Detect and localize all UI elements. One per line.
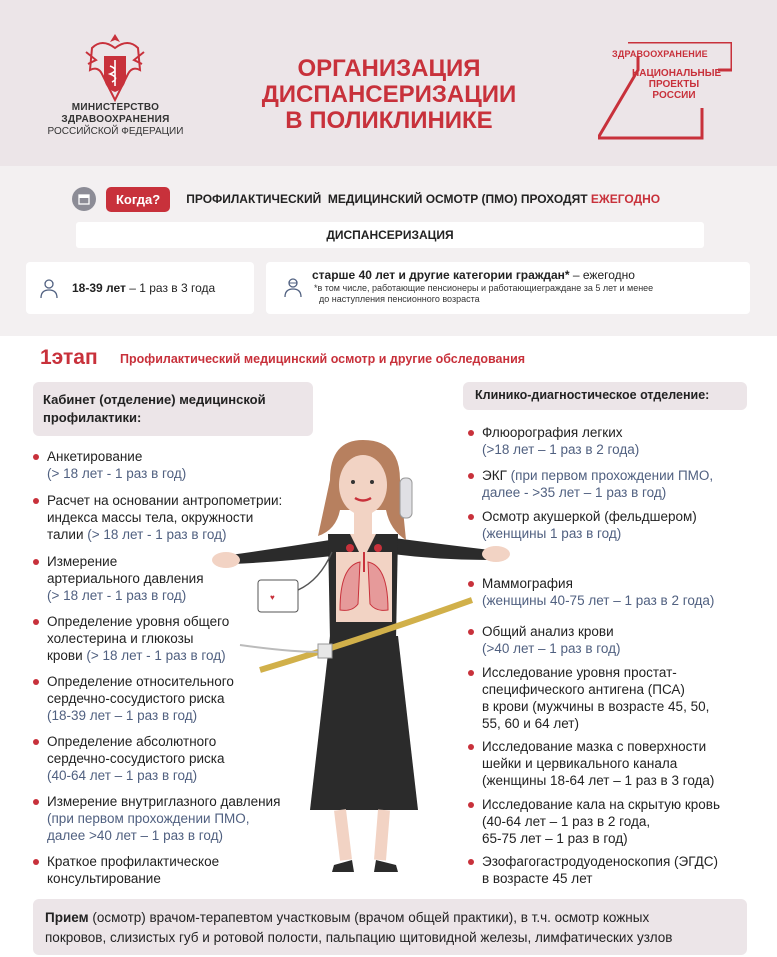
ministry-line-2: ЗДРАВООХРАНЕНИЯ [61, 114, 170, 125]
when-row [72, 186, 660, 212]
item-text: Исследование мазка с поверхности [482, 739, 707, 754]
left-item-8 [33, 853, 219, 887]
left-item-1 [33, 448, 186, 482]
item-text: Исследование кала на скрытую кровь [482, 797, 720, 812]
stage-label: 1этап [40, 346, 98, 369]
right-item-1 [468, 424, 639, 458]
dispensary-heading: ДИСПАНСЕРИЗАЦИЯ [76, 222, 704, 248]
left-item-5 [33, 673, 234, 724]
right-section-title: Клинико-диагностическое отделение: [463, 382, 747, 410]
item-text: Измерение [47, 554, 118, 569]
left-item-2 [33, 492, 282, 543]
right-item-3 [468, 508, 697, 542]
np-name [632, 68, 722, 101]
item-text: в крови (мужчины в возрасте 45, 50, [482, 699, 710, 714]
when-highlight: ЕЖЕГОДНО [590, 192, 661, 206]
older-person-icon [282, 276, 304, 298]
item-text: в возрасте 45 лет [482, 871, 593, 886]
left-title-line-1: Кабинет (отделение) медицинской [43, 392, 266, 407]
item-text: Определение относительного [47, 674, 234, 689]
item-note: (при первом прохождении ПМО, [47, 811, 250, 826]
np-line-2: ПРОЕКТЫ [648, 79, 700, 90]
item-note: (> 18 лет - 1 раз в год) [47, 466, 187, 481]
title-line-2: ДИСПАНСЕРИЗАЦИИ [261, 81, 517, 108]
young-age: 18-39 лет [72, 281, 126, 295]
item-note: (при первом прохождении ПМО, [510, 468, 714, 483]
left-item-3 [33, 553, 204, 604]
item-text: специфического антигена (ПСА) [482, 682, 685, 697]
older-frequency: – ежегодно [569, 268, 635, 282]
left-section-title [33, 382, 313, 436]
item-text: Общий анализ крови [482, 624, 614, 639]
item-text: индекса массы тела, окружности [47, 510, 254, 525]
item-text: Флюорография легких [482, 425, 623, 440]
right-item-7 [468, 738, 714, 789]
reception-line-2: покровов, слизистых губ и ротовой полости, пальпацию щитовидной железы, лимфатических узлов [45, 930, 673, 945]
item-text: Эзофагогастродуоденоскопия (ЭГДС) [482, 854, 719, 869]
item-note: (>40 лет – 1 раз в год) [482, 641, 621, 656]
item-text: Определение уровня общего [47, 614, 230, 629]
right-item-4 [468, 575, 714, 609]
therapist-reception-box [33, 899, 747, 955]
item-text: (40-64 лет – 1 раз в 2 года, [482, 814, 651, 829]
item-text: Исследование уровня простат- [482, 665, 677, 680]
older-age: старше 40 лет и другие категории граждан* [312, 268, 570, 282]
item-note: (> 18 лет - 1 раз в год) [86, 648, 226, 663]
page-title [230, 56, 548, 134]
item-text: Осмотр акушеркой (фельдшером) [482, 509, 697, 524]
right-item-8 [468, 796, 720, 847]
item-text: консультирование [47, 871, 161, 886]
age-group-older [266, 262, 750, 314]
when-button[interactable]: Когда? [106, 187, 170, 212]
ministry-line-3: РОССИЙСКОЙ ФЕДЕРАЦИИ [47, 126, 184, 137]
ministry-emblem-icon [82, 30, 148, 102]
item-text: Расчет на основании антропометрии: [47, 493, 283, 508]
ministry-line-1: МИНИСТЕРСТВО [71, 102, 160, 113]
item-text: Краткое профилактическое [47, 854, 220, 869]
item-note: (18-39 лет – 1 раз в год) [47, 708, 198, 723]
np-line-3: РОССИИ [652, 90, 696, 101]
np-line-1: НАЦИОНАЛЬНЫЕ [632, 68, 722, 79]
reception-bold: Прием [45, 910, 89, 925]
young-person-icon [38, 277, 60, 299]
item-text: талии [47, 527, 88, 542]
title-line-3: В ПОЛИКЛИНИКЕ [285, 107, 493, 134]
item-text: Измерение внутриглазного давления [47, 794, 281, 809]
item-note: далее >40 лет – 1 раз в год) [47, 828, 224, 843]
item-text: Маммография [482, 576, 573, 591]
right-item-5 [468, 623, 620, 657]
age-group-young [26, 262, 254, 314]
item-note: (женщины 40-75 лет – 1 раз в 2 года) [482, 593, 715, 608]
item-text: ЭКГ [482, 468, 511, 483]
np-caption: ЗДРАВООХРАНЕНИЕ [612, 49, 708, 59]
item-text: крови [47, 648, 87, 663]
left-item-4 [33, 613, 229, 664]
item-text: сердечно-сосудистого риска [47, 691, 225, 706]
reception-line-1: (осмотр) врачом-терапевтом участковым (врачом общей практики), в т.ч. осмотр кожных [88, 910, 650, 925]
item-note: (> 18 лет - 1 раз в год) [87, 527, 227, 542]
title-line-1: ОРГАНИЗАЦИЯ [297, 55, 481, 82]
item-note: (женщины 1 раз в год) [482, 526, 622, 541]
item-text: артериального давления [47, 571, 204, 586]
footnote-line-2: до наступления пенсионного возраста [319, 294, 480, 304]
older-group-text [312, 268, 635, 282]
item-text: сердечно-сосудистого риска [47, 751, 225, 766]
item-text: (женщины 18-64 лет – 1 раз в 3 года) [482, 773, 715, 788]
older-footnote [314, 283, 653, 305]
ministry-name [38, 102, 193, 138]
item-note: (> 18 лет - 1 раз в год) [47, 588, 187, 603]
footnote-line-1: *в том числе, работающие пенсионеры и работающиеграждане за 5 лет и менее [314, 283, 654, 293]
item-text: 65-75 лет – 1 раз в год) [482, 831, 628, 846]
item-text: шейки и цервикального канала [482, 756, 678, 771]
left-item-7 [33, 793, 280, 844]
right-item-2 [468, 467, 713, 501]
item-text: Анкетирование [47, 449, 143, 464]
left-title-line-2: профилактики: [43, 410, 142, 425]
item-text: холестерина и глюкозы [47, 631, 194, 646]
stage-subtitle: Профилактический медицинский осмотр и другие обследования [120, 352, 526, 366]
young-frequency: – 1 раз в 3 года [125, 281, 216, 295]
right-item-9 [468, 853, 718, 887]
item-note: (40-64 лет – 1 раз в год) [47, 768, 198, 783]
item-text: 55, 60 и 64 лет) [482, 716, 579, 731]
left-item-6 [33, 733, 224, 784]
calendar-icon [72, 187, 96, 211]
item-text: Определение абсолютного [47, 734, 217, 749]
when-text: ПРОФИЛАКТИЧЕСКИЙ МЕДИЦИНСКИЙ ОСМОТР (ПМО) ПРОХОДЯТ [186, 192, 591, 206]
svg-text:♥: ♥ [270, 593, 275, 602]
item-note: далее - >35 лет – 1 раз в год) [482, 485, 667, 500]
item-note: (>18 лет – 1 раз в 2 года) [482, 442, 640, 457]
right-item-6 [468, 664, 709, 732]
